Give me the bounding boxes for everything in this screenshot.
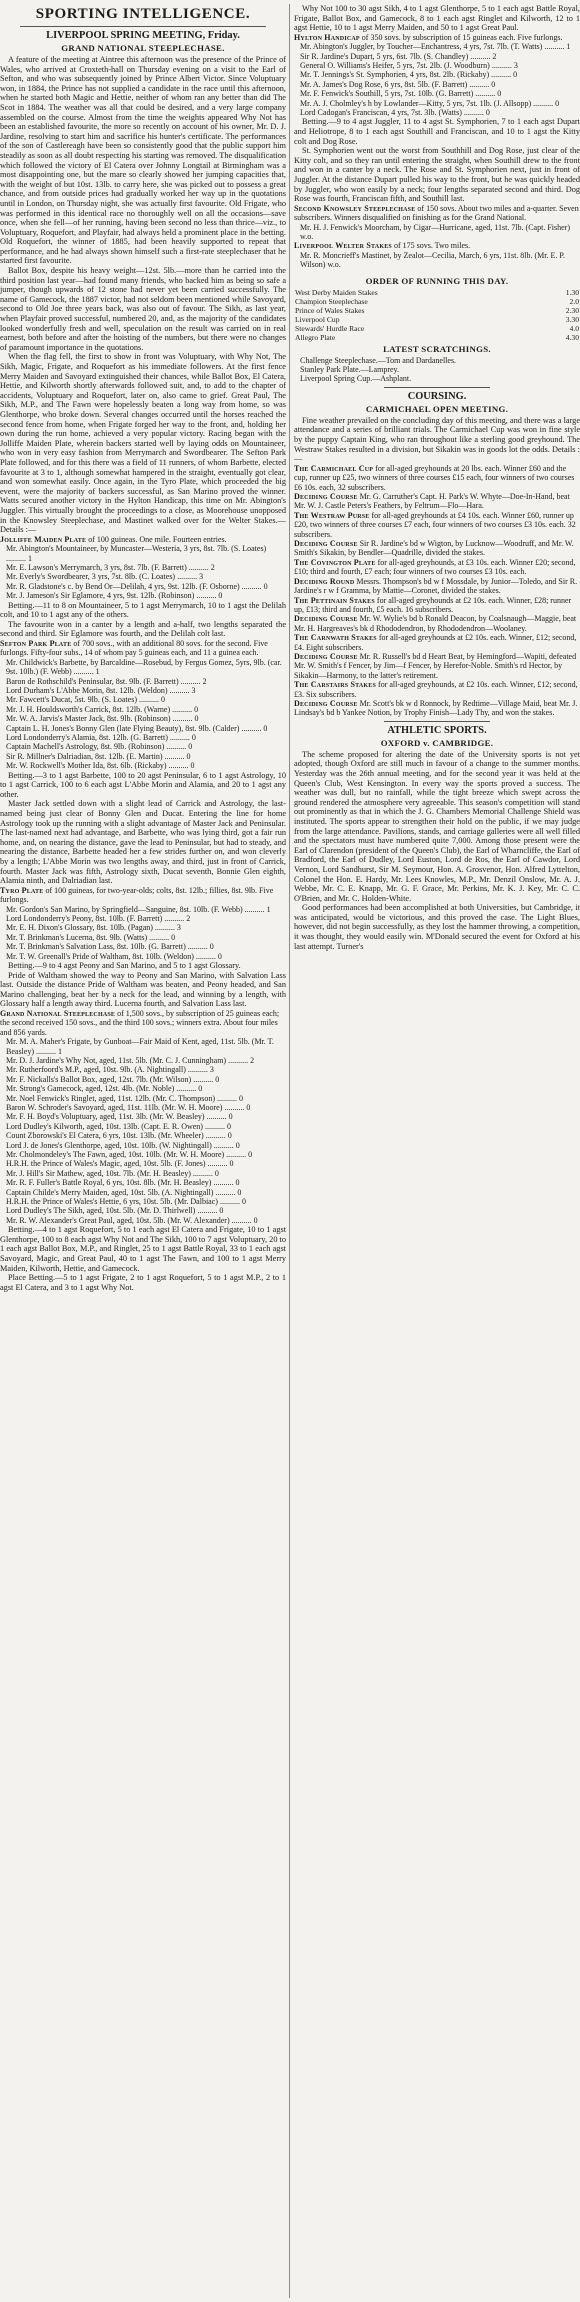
order-row [294,315,580,324]
coursing-title: The Covington Plate [294,557,376,567]
coursing-title: The Carmichael Cup [294,463,374,473]
coursing-entry [294,596,580,615]
result-line: Captain Machell's Astrology, 8st. 9lb. (Robinson) .......... 0 [6,742,193,752]
order-time: 4.0 [569,323,579,333]
result-line: Mr. R. W. Alexander's Great Paul, aged, 10st. 5lb. (Mr. W. Alexander) .......... 0 [6,1215,258,1225]
coursing-title: Deciding Course [294,651,358,661]
race-conditions: of 150 sovs. About two miles and a-quarter. Seven subscribers. Winners disqualified on finishing as for the Grand National. [294,203,579,223]
result-line: Mr. F. Nickalls's Ballot Box, aged, 12st. 7lb. (Mr. Wilson) .......... 0 [6,1074,220,1084]
result-line: Mr. W. Rockwell's Mother Ida, 8st. 6lb. (Rickaby) .......... 0 [6,761,195,771]
race-conditions: of 100 guineas, for two-year-olds; colts, 8st. 12lb.; fillies, 8st. 9lb. Five furlongs. [0,885,274,905]
coursing-text: Sir R. Jardine's bd w Wigton, by Lucknow—Woodruff, and Mr. W. Smith's Sikakin, by Bendler—Quadrille, divided the stakes. [294,539,574,558]
coursing-title: Deciding Course [294,614,358,624]
race-heading: GRAND NATIONAL STEEPLECHASE. [61,43,225,53]
order-event: Liverpool Cup [295,314,340,324]
coursing-text: for all-aged greyhounds at £2 10s. each. Winner, £28; runner up, £13; third and fourth, £5 each. 16 subscribers. [294,595,572,614]
race-account: Why Not 100 to 30 agst Sikh, 4 to 1 agst Glenthorpe, 5 to 1 each agst Battle Royal, Frigate, Ballot Box, and Gamecock, 8 to 1 each agst Ringlet and Kilworth, 12 to 1 agst Hettie, 10 to 1 agst Merry Maiden, and 50 to 1 agst Great Paul. [294,4,580,33]
coursing-entry [294,539,580,558]
coursing-title: Deciding Round [294,576,355,586]
race-entry [0,639,286,658]
coursing-text: for all-aged greyhounds, at £2 10s. each. Winner, £12; second, £3. Six subscribers. [294,680,578,699]
coursing-text: Mr. G. Carruther's Capt. H. Park's W. Whyte—Doe-In-Hand, beat Mr. W. J. Castle Peters's Feathers, by Feltrum—Flo—Hara. [294,492,570,511]
order-row [294,288,580,297]
coursing-title: The Westraw Purse [294,510,370,520]
race-conditions: of 1,500 sovs., by subscription of 25 guineas each; the second received 150 sovs., and the third 100 sovs.; winners extra. About four miles and 856 yards. [0,1008,280,1037]
result-line: Mr. Noel Fenwick's Ringlet, aged, 11st. 12lb. (Mr. C. Thompson) .......... 0 [6,1093,243,1103]
result-line: Mr. Fawcett's Ducat, 5st. 9lb. (S. Loates) .......... 0 [6,695,165,705]
result-line: H.R.H. the Prince of Wales's Magic, aged, 10st. 5lb. (F. Jones) .......... 0 [6,1159,234,1169]
race-title: Sefton Park Plate [0,638,72,648]
result-line: Mr. R. Moncrieff's Mastinet, by Zealot—Cecilia, March, 6 yrs, 11st. 8lb. (Mr. E. P. Wilson) w.o. [300,250,565,270]
athletic-heading: ATHLETIC SPORTS. [387,724,487,736]
scratchings-heading: LATEST SCRATCHINGS. [383,343,491,354]
order-time: 2.0 [569,296,579,306]
race-title: Jolliffe Maiden Plate [0,534,87,544]
result-line: Mr. Abington's Juggler, by Toucher—Enchantress, 4 yrs, 7st. 7lb. (T. Watts) .......... 1 [300,42,571,52]
coursing-entry [294,633,580,652]
result-line: Mr. W. A. Jarvis's Master Jack, 8st. 9lb. (Robinson) .......... 0 [6,714,199,724]
result-line: Mr. E. H. Dixon's Glossary, 8st. 10lb. (Pagan) .......... 3 [6,923,181,933]
coursing-text: Messrs. Thompson's bd w f Mossdale, by Junior—Toledo, and Sir R. Jardine's r w f Gramma, by Mattie—Coronet, divided the stakes. [294,576,578,596]
result-line: Mr. T. Brinkman's Lucerna, 8st. 9lb. (Watts) .......... 0 [6,932,176,942]
scratchings-list [294,356,580,384]
intro-paragraph: Ballot Box, despite his heavy weight—12st. 5lb.—more than he carried into the third position last year—had found many friends, who backed him as being so safe a jumper, though upwards of 12 stone had never yet been carried successfully. The name of Gamecock, the 1887 victor, had not seldom been mentioned while Savoyard, second to Old Joe three years back, was also out of favour. The Sikh, as last year, when Playfair proved successful, numbered 20, and, as the majority of the candidates looked wonderfully fresh and well, speculation on the result was carried on in real earnest, both before and after the hoisting of the numbers, but there were no changes of paramount importance in the quotations. [0,266,286,352]
intro-paragraph: When the flag fell, the first to show in front was Voluptuary, with Why Not, The Sikh, Magic, Frigate, and Roquefort as his immediate followers. At the first fence Merry Maiden and Savoyard extinguished their chances, while Ballot Box, El Catera, Hettie, and Kilworth shortly afterwards followed suit, and, to add to the chapter of accidents, Voluptuary and Roquefort, later on, also came to grief. Great Paul, The Sikh, M.P., and The Fawn were hopelessly beaten a long way from home, so was Glenthorpe, who broke down. Several changes occurred until the horses reached the second fence from home, when Frigate forged her way to the front, and, holding her own during the run home, achieved a very popular victory. Racing began with the Jolliffe Maiden Plate, wherein backers started well by laying odds on Mountaineer, who won in very easy fashion from Merrymarch and Swordbearer. The Sefton Park Plate followed, and for this there was a field of 11 runners, of whom Barbette, elected favourite at 3 to 1, although somewhat hampered in the straight, eventually got clear, and won somewhat easily. Once again, in the Tyro Plate, which proceeded the big event, were the majority of backers successful, as San Marino proved the winner. Watts secured another victory in the Hylton Handicap, this time on Mr. Abington's Juggler. This virtually brought the proceedings to a close, as Moorehouse unopposed in the Knowsley Steeplechase, and Mastinet walked over for the Welter Stakes.—Details :— [0,352,286,535]
result-line: Mr. D. J. Jardine's Why Not, aged, 11st. 5lb. (Mr. C. J. Cunningham) .......... 2 [6,1055,255,1065]
race-entry [294,204,580,223]
divider [20,26,266,27]
race-conditions: of 350 sovs. by subscription of 15 guineas each. Five furlongs. [361,32,563,42]
result-line: Baron W. Schroder's Savoyard, aged, 11st. 11lb. (Mr. W. H. Moore) .......... 0 [6,1103,251,1112]
right-race-results [294,33,580,270]
order-row [294,333,580,342]
race-conditions: of 100 guineas. One mile. Fourteen entries. [88,534,227,544]
order-time: 3.30 [565,314,579,324]
race-note: The favourite won in a canter by a length and a-half, two lengths separated the second and third. Sir Eglamore was fourth, and the Delilah colt last. [0,619,286,639]
coursing-title: Deciding Course [294,539,358,549]
column-rule [289,4,290,2298]
scratching-line: Liverpool Spring Cup.—Ashplant. [300,374,412,384]
coursing-entry [294,614,580,633]
race-entry [294,241,580,250]
result-line: Baron de Rothschild's Peninsular, 8st. 9lb. (F. Barrett) .......... 2 [6,676,207,686]
result-line: Mr. Cholmondeley's The Fawn, aged, 10st. 10lb. (Mr. W. H. Moore) .......... 0 [6,1150,253,1160]
coursing-text: for all-aged greyhounds at 20 lbs. each. Winner £60 and the cup, runner up £25, two winners of three courses £15 each, four winners of two courses £6 10s. each, 32 subscribers. [294,463,575,492]
order-heading: ORDER OF RUNNING THIS DAY. [365,275,509,286]
result-line: Mr. J. Hill's Sir Mathew, aged, 10st. 7lb. (Mr. H. Beasley) .......... 0 [6,1168,219,1178]
right-column [294,4,580,2298]
coursing-entry [294,511,580,539]
race-note: Master Jack settled down with a slight lead of Carrick and Astrology, the last-named being just clear of Bonny Glen and Ducat. Entering the line for home Astrology took up the running with a slight advantage of Master Jack and Peninsular. The last-named next had advantage, and Barbette, who was lying third, got a fair run home, and, on nearing the distance, gave the lead to Peninsular, but had to steady, and nearing the distance, Barbette headed her a few strides further on, and won cleverly by a length; L'Abbe Morin was two lengths away, and third, just in front of Carrick, fourth. Master Jack was fifth, Astrology sixth, Ducat seventh, Bonnie Glen eighth, Alamia ninth, and Dalriadian last. [0,799,286,886]
race-entry [294,33,580,42]
result-line: Mr. J. H. Houldsworth's Carrick, 8st. 12lb. (Warne) .......... 0 [6,704,199,714]
betting-line: Betting.—9 to 4 agst Juggler, 11 to 4 agst St. Symphorien, 7 to 1 each agst Dupart and Heliotrope, 8 to 1 each agst Southill and Franciscan, and 10 to 1 agst the Kitty colt and Dog Rose. [294,117,580,146]
order-event: Allegro Plate [295,332,336,342]
result-line: Mr. Abington's Mountaineer, by Muncaster—Westeria, 3 yrs, 8st. 7lb. (S. Loates) .......... 1 [6,544,267,563]
result-line: Mr. R. Gladstone's c. by Bend Or—Delilah, 4 yrs, 9st. 12lb. (F. Osborne) .......... 0 [6,581,268,591]
order-row [294,324,580,333]
coursing-title: Deciding Course [294,492,358,502]
betting-line: Betting.—4 to 1 agst Roquefort, 5 to 1 each agst El Catera and Frigate, 10 to 1 agst Glenthorpe, 100 to 8 each agst Why Not and The Sikh, 100 to 7 agst Voluptuary, 20 to 1 each agst Ballot Box, M.P., and Ringlet, 25 to 1 agst Battle Royal, 33 to 1 each agst Savoyard, Magic, and Great Paul, 40 to 1 agst The Fawn, and 100 to 1 agst Merry Maiden, Kilworth, Hettie, and Gamecock. [0,1225,286,1273]
race-conditions: of 700 sovs., with an additional 80 sovs. for the second. Five furlongs. Fifty-four subs., 14 of whom pay 5 guineas each, and 11 a guinea each. [0,638,268,658]
race-title: Liverpool Welter Stakes [294,241,392,251]
result-line: Lord Durham's L'Abbe Morin, 8st. 12lb. (Weldon) .......... 3 [6,685,196,695]
result-line: Mr. T. Jennings's St. Symphorien, 4 yrs, 8st. 2lb. (Rickaby) .......... 0 [300,70,518,80]
result-line: Mr. Childwick's Barbette, by Barcaldine—Rosebud, by Fergus Gomez, 5yrs, 9lb. (car. 9st. 10lb.) (F. Webb) .......... 1 [6,657,282,677]
result-line: Mr. J. Jameson's Sir Eglamore, 4 yrs, 9st. 12lb. (Robinson) .......... 0 [6,591,223,601]
result-line: Mr. F. H. Boyd's Voluptuary, aged, 11st. 3lb. (Mr. W. Beasley) .......... 0 [6,1112,233,1122]
race-note: Pride of Waltham showed the way to Peony and San Marino, with Salvation Lass last. Outside the distance Pride of Waltham was beaten, and Peony headed, and San Marino challenging, beat her by a neck for the lead, and winning by a length, with Glossary half a length away third. Lucerna fourth, and Salvation Lass last. [0,970,286,1009]
race-title: Hylton Handicap [294,32,360,42]
order-row [294,297,580,306]
divider [384,721,490,722]
race-entry [0,1009,286,1037]
coursing-title: Deciding Course [294,698,358,708]
order-time: 4.30 [565,332,579,342]
result-line: Sir R. Jardine's Dupart, 5 yrs, 6st. 7lb. (S. Chandley) .......... 2 [300,51,497,61]
race-entry [0,535,286,544]
coursing-entry [294,492,580,511]
result-line: Lord Cadogan's Franciscan, 4 yrs, 7st. 3lb. (Watts) .......... 0 [300,108,490,118]
result-line: Mr. Strong's Gamecock, aged, 12st. 4lb. (Mr. Noble) .......... 0 [6,1084,203,1094]
coursing-entry [294,652,580,680]
coursing-text: for all-aged greyhounds at £2 10s. each. Winner, £12; second, £4. Eight subscribers. [294,633,577,652]
race-note: St. Symphorien went out the worst from Southhill and Dog Rose, just clear of the Kitty colt, and so they ran until entering the straight, when Southill drew to the front and won in a canter by a neck. The Rose and St. Symphorien next, just in front of Juggler. At the distance Dupart pulled his way to the front, but he was quickly headed by Juggler, who won easily by a neck; four lengths separated second and third. Dog Rose was fourth, Franciscan fifth, and Southill last. [294,146,580,204]
coursing-title: The Carstairs Stakes [294,680,377,690]
result-line: Lord Dudley's The Sikh, aged, 10st. 5lb. (Mr. D. Thirlwell) .......... 0 [6,1206,224,1216]
result-line: Lord J. de Jones's Glenthorpe, aged, 10st. 10lb. (W. Nightingall) .......... 0 [6,1140,240,1150]
left-race-results [0,535,286,1293]
coursing-subheading: CARMICHAEL OPEN MEETING. [365,403,509,414]
order-event: Champion Steeplechase [295,296,368,306]
coursing-entry [294,680,580,699]
order-table [294,288,580,342]
result-line: Mr. T. Brinkman's Salvation Lass, 8st. 10lb. (G. Barrett) .......... 0 [6,942,214,952]
coursing-text: Mr. W. Wylie's bd b Ronald Deacon, by Coalsnaugh—Maggie, beat Mr. H. Hargreaves's bk d Rhododendron, by Rhododendron—Woolaney. [294,614,577,633]
race-entry [0,886,286,905]
athletic-subheading: OXFORD v. CAMBRIDGE. [380,737,494,748]
coursing-entry [294,577,580,596]
coursing-title: The Carnwath Stakes [294,633,377,643]
athletic-paragraph: The scheme proposed for altering the date of the University sports is not yet adopted, though Oxford are still much in favour of a change to the summer months. Yesterday was the 26th annual meeting, and for the second year it was held at the Queen's Club, West Kensington. In every way the sports proved a success. The weather was dull, but no rainfall, while the tight breeze which swept across the ground rendered the atmosphere very agreeable. This season's competition will stand out prominently as that in which the J. G. Chambers Memorial Challenge Shield was instituted. The sports appear to strengthen their hold on the public, if we may judge from the large attendance. Pavilions, stands, and carriage galleries were all well filled and the spectators must have numbered quite 7,000. Among those present were the Earl of Clarendon (president of the Queen's Club), the Earl of Wharncliffe, the Earl of Bradford, the Earl of Dudley, Lord Euston, Lord de Ros, the Earl of Cawdor, Lord Vernon, Lord Sandhurst, Sir M. Seymour, Hon. A. Grosvenor, Hon. Alfred Lyttelton, Colonel the Hon. E. Hardy, Mr. Lees Knowles, M.P., Mr. Denzil Onslow, Mr. A. J. Webbe, Mr. C. E. Knapp, Mr. G. F. Grace, Mr. Perkins, Mr. K. J. Key, Mr. C. C. O'Brien, and Mr. C. Holden-White. [294,749,580,903]
order-event: Stewards' Hurdle Race [295,323,365,333]
result-line: Count Zborowski's El Catera, 6 yrs, 10st. 13lb. (Mr. Wheeler) .......... 0 [6,1131,232,1141]
result-line: Captain L. H. Jones's Bonny Glen (late Flying Beauty), 8st. 9lb. (Calder) .......... 0 [6,723,268,733]
coursing-text: for all-aged greyhounds, at £3 10s. each. Winner £20; second, £10; third and fourth, £7 each; four winners of two courses £3 10s. each. [294,557,576,577]
meeting-heading: LIVERPOOL SPRING MEETING, Friday. [46,30,240,41]
result-line: Lord Londonderry's Peony, 8st. 10lb. (F. Barrett) .......... 2 [6,913,191,923]
result-line: Mr. H. J. Fenwick's Moorcham, by Cigar—Hurricane, aged, 11st. 7lb. (Capt. Fisher) w.o. [300,222,570,241]
result-line: General O. Williams's Heifer, 5 yrs, 7st. 2lb. (J. Woodburn) .......... 3 [300,61,518,70]
race-conditions: of 175 sovs. Two miles. [393,241,471,251]
result-line: H.R.H. the Prince of Wales's Hettie, 6 yrs, 10st. 5lb. (Mr. Dalbiac) .......... 0 [6,1197,246,1207]
coursing-heading: COURSING. [407,390,467,402]
betting-line: Betting.—11 to 8 on Mountaineer, 5 to 1 agst Merrymarch, 10 to 1 agst the Delilah colt, and 10 to 1 agst any of the others. [0,600,286,620]
race-title: Grand National Steeplechase [0,1008,116,1018]
result-line: Mr. T. W. Greenall's Pride of Waltham, 8st. 10lb. (Weldon) .......... 0 [6,951,222,961]
coursing-text: for all-aged greyhounds at £4 10s. each. Winner £60, runner up £20, two winners of three courses £7 each, four winners of two courses £3 10s. each. 32 subscribers. [294,510,576,539]
left-column [0,4,286,2298]
race-note: Place Betting.—5 to 1 agst Frigate, 2 to 1 agst Roquefort, 5 to 1 agst M.P., 2 to 1 agst El Catera, and 3 to 1 agst Why Not. [0,1273,286,1292]
scratching-line: Challenge Steeplechase.—Tom and Dardanelles. [300,355,457,365]
result-line: Sir R. Millner's Dalriadian, 8st. 12lb. (E. Martin) .......... 0 [6,751,191,761]
result-line: Lord Londonderry's Alamia, 8st. 12lb. (G. Barrett) .......... 0 [6,732,196,742]
race-title: Second Knowsley Steeplechase [294,203,416,213]
masthead: SPORTING INTELLIGENCE. [35,6,251,22]
coursing-title: The Pettinain Stakes [294,595,375,605]
athletic-paragraph: Good performances had been accomplished at both Universities, but Cambridge, it was anticipated, would be victorious, and this proved the case. The Light Blues, however, did not begin successfully, as they lost the hammer throwing, a competition, it was thought, they would easily win. M'Donald secured the event for Oxford at his last attempt. Turner's [294,903,580,951]
order-row [294,306,580,315]
result-line: Mr. Gordon's San Marino, by Springfield—Sanguine, 8st. 10lb. (F. Webb) .......... 1 [6,904,271,914]
result-line: Mr. F. Fenwick's Southill, 5 yrs, 7st. 10lb. (G. Barrett) .......... 0 [300,89,502,99]
order-time: 2.30 [565,305,579,315]
coursing-text: Mr. Scott's bk w d Ronnock, by Redtime—Village Maid, beat Mr. J. Lindsay's bd b Yankee Notion, by Trophy Finish—Lady Thy, and won the stakes. [294,698,578,718]
scratching-line: Stanley Park Plate.—Lamprey. [300,365,400,375]
divider [384,387,490,388]
result-line: Mr. A. James's Dog Rose, 6 yrs, 8st. 5lb. (F. Barrett) .......... 0 [300,79,496,89]
result-line: Mr. R. F. Fuller's Battle Royal, 6 yrs, 10st. 8lb. (Mr. H. Beasley) .......... 0 [6,1178,240,1188]
result-line: Mr. A. J. Cholmley's h by Lowlander—Kitty, 5 yrs, 7st. 1lb. (J. Allsopp) .......... 0 [300,98,560,108]
betting-line: Betting.—9 to 4 agst Peony and San Marino, and 5 to 1 agst Glossary. [8,960,241,970]
order-event: West Derby Maiden Stakes [295,287,378,297]
result-line: Captain Childe's Merry Maiden, aged, 10st. 5lb. (A. Nightingall) .......... 0 [6,1187,242,1197]
order-event: Prince of Wales Stakes [295,305,365,315]
race-title: Tyro Plate [0,885,44,895]
order-time: 1.30 [565,287,579,297]
coursing-paragraph: Fine weather prevailed on the concluding day of this meeting, and there was a large attendance and a series of brilliant trials. The Carmichael Cup was won in fine style by the puppy Captain King, who ran throughout like a sterling good greyhound. The Westraw Stakes resulted in a division, but Sikakin was in goods lot the odds. Details :— [294,415,580,464]
result-line: Mr. Rutherfoord's M.P., aged, 10st. 9lb. (A. Nightingall) .......... 3 [6,1065,214,1075]
betting-line: Betting.—3 to 1 agst Barbette, 100 to 20 agst Peninsular, 6 to 1 agst Astrology, 10 to 1 agst Carrick, 100 to 6 each agst L'Abbe Morin and Alamia, and 20 to 1 agst any other. [0,770,286,799]
coursing-results [294,464,580,718]
result-line: Lord Dudley's Kilworth, aged, 10st. 13lb. (Capt. E. R. Owen) .......... 0 [6,1121,231,1131]
intro-paragraph: A feature of the meeting at Aintree this afternoon was the presence of the Prince of Wales, who arrived at Croxteth-hall on Thursday evening on a visit to the Earl of Sefton, and who was subsequently joined by Prince Albert Victor. Since Voluptuary won, in 1884, the Prince has not supplied a candidate in the race until this afternoon, when he started both Magic and Hettie, neither of whom ran any better than did The Scot in 1884. The weather was all that could be desired, and a very large company assembled on the course. Almost from the time the weights appeared Why Not has been an established favourite, the more so recently on account of his owner, Mr. D. J. Jardine, resolving to start him and sacrifice his hunter's certificate. The performances of the son of Castlereagh have been so consistently good that the public support him steadily as soon as all doubt respecting his starting was removed. The disqualification which followed the victory of El Catera over Johnny Longtail at Birmingham was a most disappointing one, but the mare so clearly showed her jumping capacities that, with the weight of but 10st. 13lb. to carry here, she was picked out to possess a great chance, and from outside prices had gradually worked her way up in the quotations until in London, on Thursday night, she was actually first favourite. Old Frigate, who was performed in this identical race no thoroughly well on all the occasions—save once, when she fell—of her running, having been second no less than thrice—viz., to Voluptuary, Roquefort, and Playfair, had always held a prominent place in the betting. Old Roquefort, the winner of 1885, had been heavily supported to repeat that performance, and he had always shown himself such a first-rate steeplechaser that he started first favourite. [0,55,286,266]
coursing-entry [294,699,580,718]
coursing-text: Mr. R. Russell's bd d Heart Beat, by Hemingford—Wapiti, defeated Mr. W. Smith's f Fencer, by Jim—f Fencer, by Herefor-Noble. Smith's rd Hector, by Sikakin—Harmony, to the latter's retirement. [294,651,577,680]
result-line: Mr. E. Lawson's Merrymarch, 3 yrs, 8st. 7lb. (F. Barrett) .......... 2 [6,562,215,572]
result-line: Mr. Everly's Swordbearer, 3 yrs, 7st. 8lb. (C. Loates) .......... 3 [6,572,204,582]
coursing-entry [294,558,580,577]
coursing-entry [294,464,580,492]
result-line: Mr. M. A. Maher's Frigate, by Gunboat—Fair Maid of Kent, aged, 11st. 5lb. (Mr. T. Beasley) .......... 1 [6,1037,274,1056]
